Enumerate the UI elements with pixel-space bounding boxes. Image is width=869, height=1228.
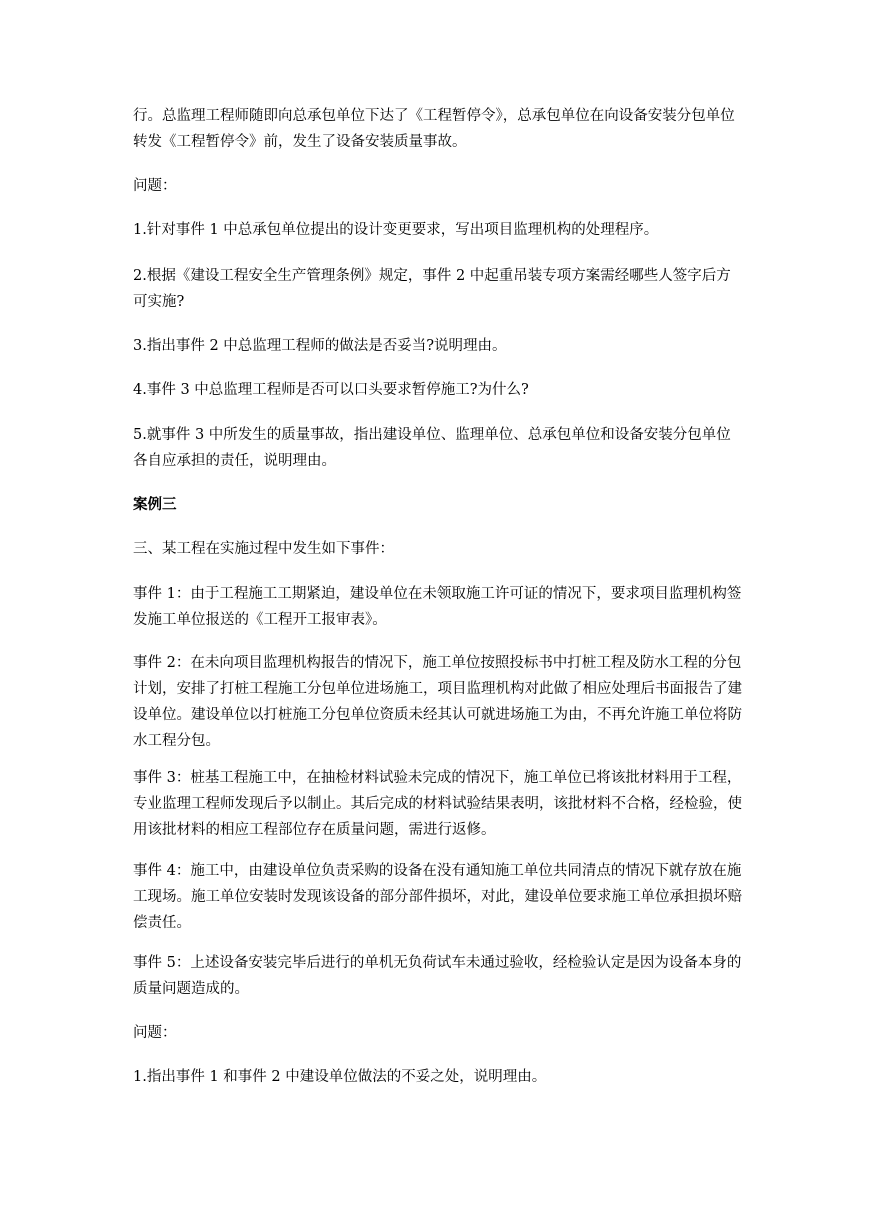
question-item: 5.就事件 3 中所发生的质量事故，指出建设单位、监理单位、总承包单位和设备安装分包单位各自应承担的责任，说明理由。 [133,427,731,469]
event-paragraph: 事件 3：桩基工程施工中，在抽检材料试验未完成的情况下，施工单位已将该批材料用于工程，专业监理工程师发现后予以制止。其后完成的材料试验结果表明，该批材料不合格，经检验，使用该批材料的相应工程部位存在质量问题，需进行返修。 [133,770,742,838]
intro-paragraph: 行。总监理工程师随即向总承包单位下达了《工程暂停令》，总承包单位在向设备安装分包单位转发《工程暂停令》前，发生了设备安装质量事故。 [133,108,735,150]
questions-label: 问题： [133,178,177,194]
questions-label: 问题： [133,1025,177,1041]
question-item: 1.指出事件 1 和事件 2 中建设单位做法的不妥之处，说明理由。 [133,1069,547,1085]
event-paragraph: 事件 2：在未向项目监理机构报告的情况下，施工单位按照投标书中打桩工程及防水工程的分包计划，安排了打桩工程施工分包单位进场施工，项目监理机构对此做了相应处理后书面报告了建设单位。建设单位以打桩施工分包单位资质未经其认可就进场施工为由，不再允许施工单位将防水工程分包。 [133,655,742,749]
event-paragraph: 事件 1：由于工程施工工期紧迫，建设单位在未领取施工许可证的情况下，要求项目监理机构签发施工单位报送的《工程开工报审表》。 [133,586,742,628]
case-intro: 三、某工程在实施过程中发生如下事件： [133,541,394,557]
question-item: 1.针对事件 1 中总承包单位提出的设计变更要求，写出项目监理机构的处理程序。 [133,222,659,238]
event-paragraph: 事件 5：上述设备安装完毕后进行的单机无负荷试车未通过验收，经检验认定是因为设备本身的质量问题造成的。 [133,955,742,997]
case-heading: 案例三 [133,497,177,513]
question-item: 2.根据《建设工程安全生产管理条例》规定，事件 2 中起重吊装专项方案需经哪些人签字后方可实施? [133,268,731,310]
question-item: 4.事件 3 中总监理工程师是否可以口头要求暂停施工?为什么? [133,382,529,398]
question-item: 3.指出事件 2 中总监理工程师的做法是否妥当?说明理由。 [133,338,507,354]
event-paragraph: 事件 4：施工中，由建设单位负责采购的设备在没有通知施工单位共同清点的情况下就存放在施工现场。施工单位安装时发现该设备的部分部件损坏，对此，建设单位要求施工单位承担损坏赔偿责任。 [133,863,742,931]
